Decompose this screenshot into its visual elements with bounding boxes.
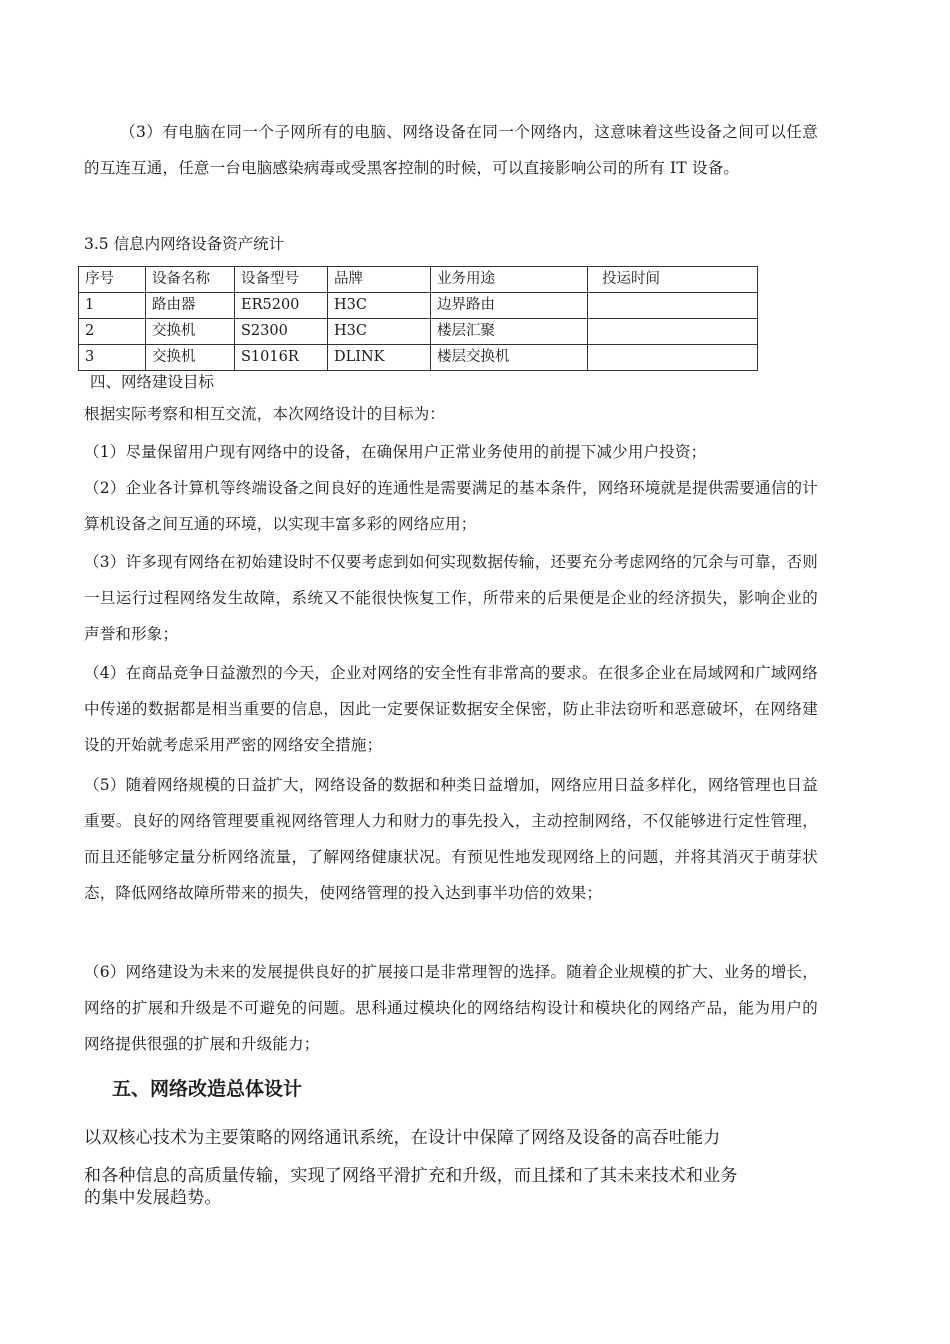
header-cell: 设备名称 (146, 267, 235, 293)
goal-item-2: （2）企业各计算机等终端设备之间良好的连通性是需要满足的基本条件，网络环境就是提供需要通信的计算机设备之间互通的环境，以实现丰富多彩的网络应用； (84, 479, 818, 533)
table-cell: H3C (328, 293, 431, 319)
table-header-row (79, 267, 758, 293)
table-row (79, 345, 758, 371)
table-cell: 交换机 (146, 345, 235, 371)
goal-item-1: （1）尽量保留用户现有网络中的设备，在确保用户正常业务使用的前提下减少用户投资； (84, 443, 707, 461)
goal-item-4: （4）在商品竞争日益激烈的今天，企业对网络的安全性有非常高的要求。在很多企业在局域网和广域网络中传递的数据都是相当重要的信息，因此一定要保证数据安全保密，防止非法窃听和恶意破坏，在网络建设的开始就考虑采用严密的网络安全措施； (84, 664, 818, 754)
table-row (79, 319, 758, 345)
table-cell: S2300 (235, 319, 328, 345)
table-cell (588, 293, 758, 319)
section-4-title: 四、网络建设目标 (90, 373, 215, 391)
asset-table (78, 266, 758, 371)
table-row (79, 293, 758, 319)
table-cell: H3C (328, 319, 431, 345)
table-cell (588, 319, 758, 345)
section-5-line-3: 的集中发展趋势。 (84, 1188, 222, 1208)
section-3-5-title: 3.5 信息内网络设备资产统计 (84, 235, 285, 253)
goal-item-6: （6）网络建设为未来的发展提供良好的扩展接口是非常理智的选择。随着企业规模的扩大、业务的增长，网络的扩展和升级是不可避免的问题。思科通过模块化的网络结构设计和模块化的网络产品，能为用户的网络提供很强的扩展和升级能力； (84, 963, 818, 1053)
section-5-title: 五、网络改造总体设计 (112, 1078, 303, 1100)
table-cell: 3 (79, 345, 146, 371)
section-5-line-1: 以双核心技术为主要策略的网络通讯系统，在设计中保障了网络及设备的高吞吐能力 (84, 1128, 721, 1148)
table-cell: 2 (79, 319, 146, 345)
header-cell: 投运时间 (588, 267, 758, 293)
goal-item-3: （3）许多现有网络在初始建设时不仅要考虑到如何实现数据传输，还要充分考虑网络的冗余与可靠，否则一旦运行过程网络发生故障，系统又不能很快恢复工作，所带来的后果便是企业的经济损失，影响企业的声誉和形象； (84, 553, 818, 643)
header-cell: 品牌 (328, 267, 431, 293)
paragraph-intro-3: （3）有电脑在同一个子网所有的电脑、网络设备在同一个网络内，这意味着这些设备之间可以任意的互连互通，任意一台电脑感染病毒或受黑客控制的时候，可以直接影响公司的所有 IT 设备。 (84, 123, 818, 177)
table-cell: ER5200 (235, 293, 328, 319)
table-cell: DLINK (328, 345, 431, 371)
section-5-line-2: 和各种信息的高质量传输，实现了网络平滑扩充和升级，而且揉和了其未来技术和业务 (84, 1166, 738, 1186)
goal-item-5: （5）随着网络规模的日益扩大，网络设备的数据和种类日益增加，网络应用日益多样化，网络管理也日益重要。良好的网络管理要重视网络管理人力和财力的事先投入，主动控制网络，不仅能够进行定性管理，而且还能够定量分析网络流量，了解网络健康状况。有预见性地发现网络上的问题，并将其消灭于萌芽状态，降低网络故障所带来的损失，使网络管理的投入达到事半功倍的效果； (84, 776, 818, 902)
header-cell: 业务用途 (431, 267, 588, 293)
header-cell: 序号 (79, 267, 146, 293)
table-cell (588, 345, 758, 371)
table-cell: 边界路由 (431, 293, 588, 319)
header-cell: 设备型号 (235, 267, 328, 293)
table-cell: S1016R (235, 345, 328, 371)
table-cell: 交换机 (146, 319, 235, 345)
table-cell: 楼层汇聚 (431, 319, 588, 345)
section-4-lead: 根据实际考察和相互交流，本次网络设计的目标为： (84, 405, 446, 423)
table-cell: 楼层交换机 (431, 345, 588, 371)
table-cell: 1 (79, 293, 146, 319)
table-cell: 路由器 (146, 293, 235, 319)
